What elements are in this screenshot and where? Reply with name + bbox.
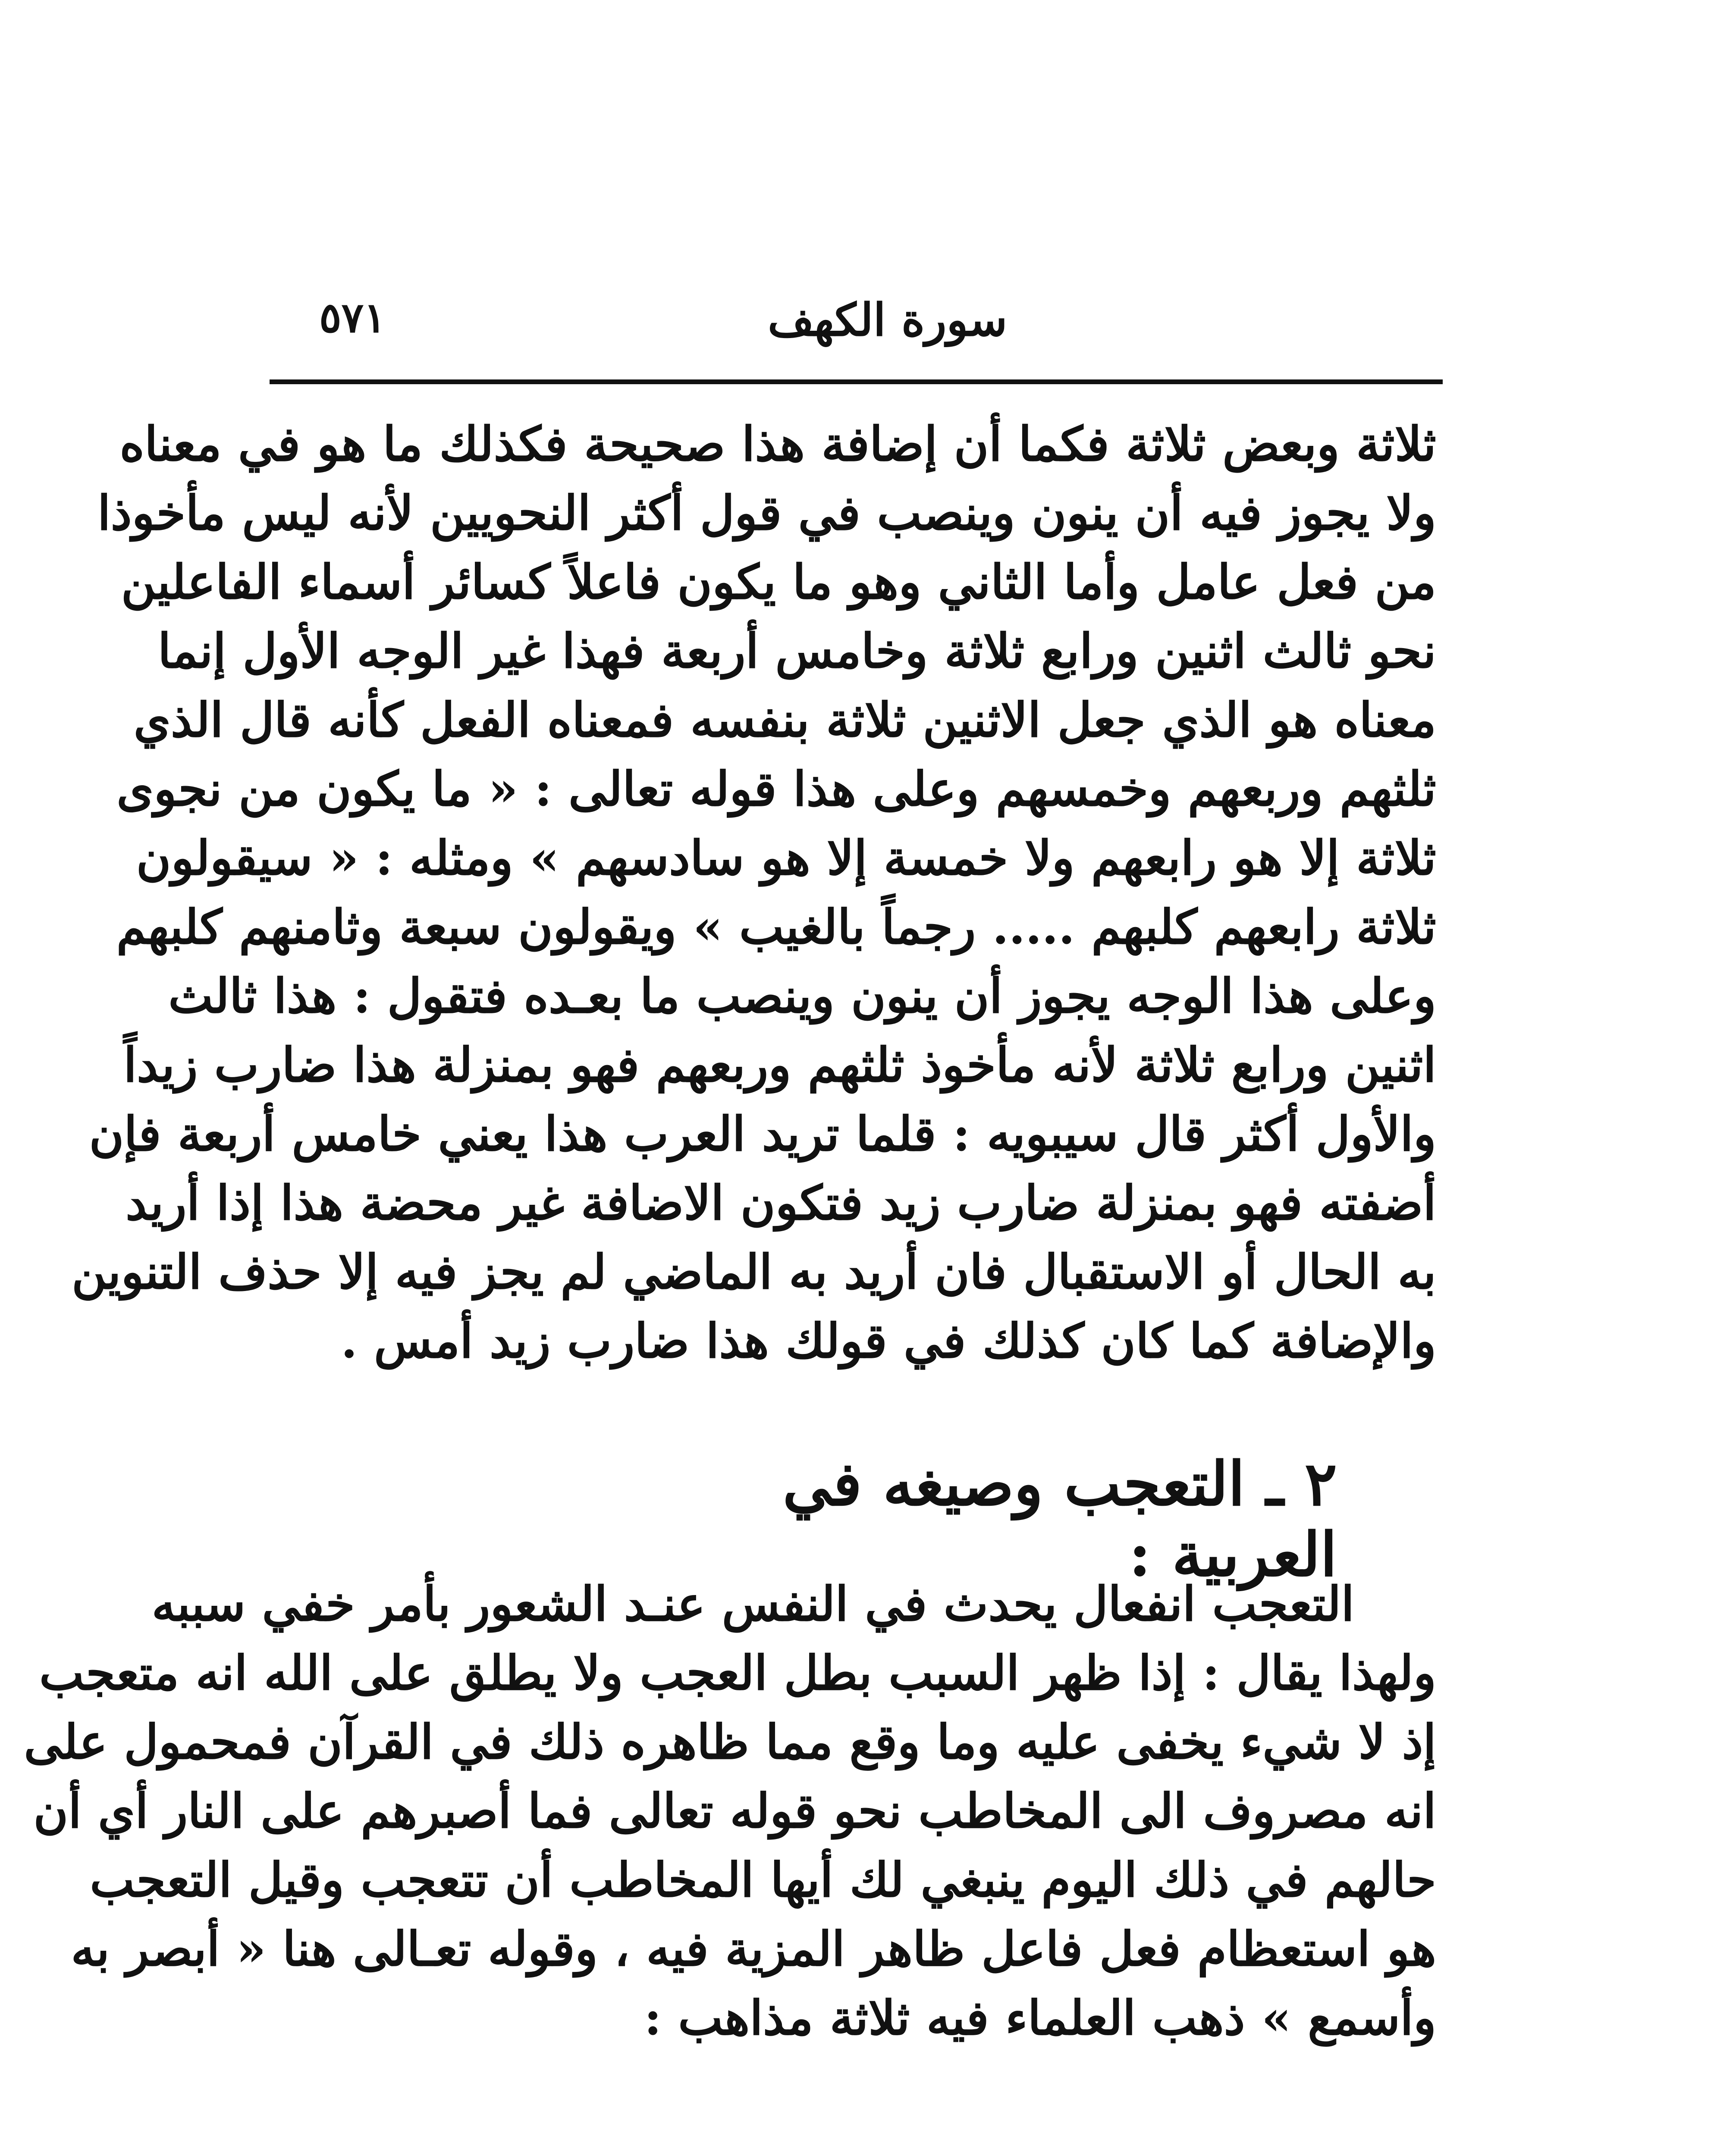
paragraph-2 xyxy=(24,1570,1436,2053)
text-line: التعجب انفعال يحدث في النفس عنـد الشعور بأمر خفي سببه xyxy=(151,1576,1354,1632)
text-line: ولا يجوز فيه أن ينون وينصب في قول أكثر النحويين لأنه ليس مأخوذا xyxy=(97,485,1436,541)
text-line: به الحال أو الاستقبال فان أريد به الماضي لم يجز فيه إلا حذف التنوين xyxy=(72,1244,1436,1300)
text-line: اثنين ورابع ثلاثة لأنه مأخوذ ثلثهم وربعهم فهو بمنزلة هذا ضارب زيداً xyxy=(123,1037,1436,1093)
text-line: معناه هو الذي جعل الاثنين ثلاثة بنفسه فمعناه الفعل كأنه قال الذي xyxy=(133,692,1436,748)
text-line: وأسمع » ذهب العلماء فيه ثلاثة مذاهب : xyxy=(644,1990,1436,2046)
text-line: انه مصروف الى المخاطب نحو قوله تعالى فما أصبرهم على النار أي أن xyxy=(33,1783,1436,1839)
text-line: حالهم في ذلك اليوم ينبغي لك أيها المخاطب أن تتعجب وقيل التعجب xyxy=(90,1852,1436,1908)
text-line: ثلاثة رابعهم كلبهم ..... رجماً بالغيب » ويقولون سبعة وثامنهم كلبهم xyxy=(116,899,1436,955)
page-number: ٥٧١ xyxy=(319,293,386,342)
section-heading: ٢ ـ التعجب وصيغه في العربية : xyxy=(782,1449,1337,1590)
text-line: ولهذا يقال : إذا ظهر السبب بطل العجب ولا يطلق على الله انه متعجب xyxy=(39,1645,1436,1701)
text-line: ثلاثة وبعض ثلاثة فكما أن إضافة هذا صحيحة فكذلك ما هو في معناه xyxy=(119,416,1436,472)
text-line: والإضافة كما كان كذلك في قولك هذا ضارب زيد أمس . xyxy=(341,1313,1436,1369)
text-line: هو استعظام فعل فاعل ظاهر المزية فيه ، وقوله تعـالى هنا « أبصر به xyxy=(71,1921,1436,1977)
text-line: وعلى هذا الوجه يجوز أن ينون وينصب ما بعـده فتقول : هذا ثالث xyxy=(168,968,1436,1024)
text-line: أضفته فهو بمنزلة ضارب زيد فتكون الاضافة غير محضة هذا إذا أريد xyxy=(126,1175,1436,1231)
page-header xyxy=(0,276,1736,379)
text-line: ثلثهم وربعهم وخمسهم وعلى هذا قوله تعالى : « ما يكون من نجوى xyxy=(116,761,1436,817)
text-line: نحو ثالث اثنين ورابع ثلاثة وخامس أربعة فهذا غير الوجه الأول إنما xyxy=(157,623,1436,679)
running-title: سورة الكهف xyxy=(768,293,1008,346)
text-line: إذ لا شيء يخفى عليه وما وقع مما ظاهره ذلك في القرآن فمحمول على xyxy=(24,1714,1436,1770)
text-line: من فعل عامل وأما الثاني وهو ما يكون فاعلاً كسائر أسماء الفاعلين xyxy=(121,554,1436,610)
header-rule xyxy=(270,379,1443,384)
text-line: ثلاثة إلا هو رابعهم ولا خمسة إلا هو سادسهم » ومثله : « سيقولون xyxy=(136,830,1436,886)
paragraph-1 xyxy=(72,410,1436,1376)
text-line: والأول أكثر قال سيبويه : قلما تريد العرب هذا يعني خامس أربعة فإن xyxy=(89,1106,1436,1162)
